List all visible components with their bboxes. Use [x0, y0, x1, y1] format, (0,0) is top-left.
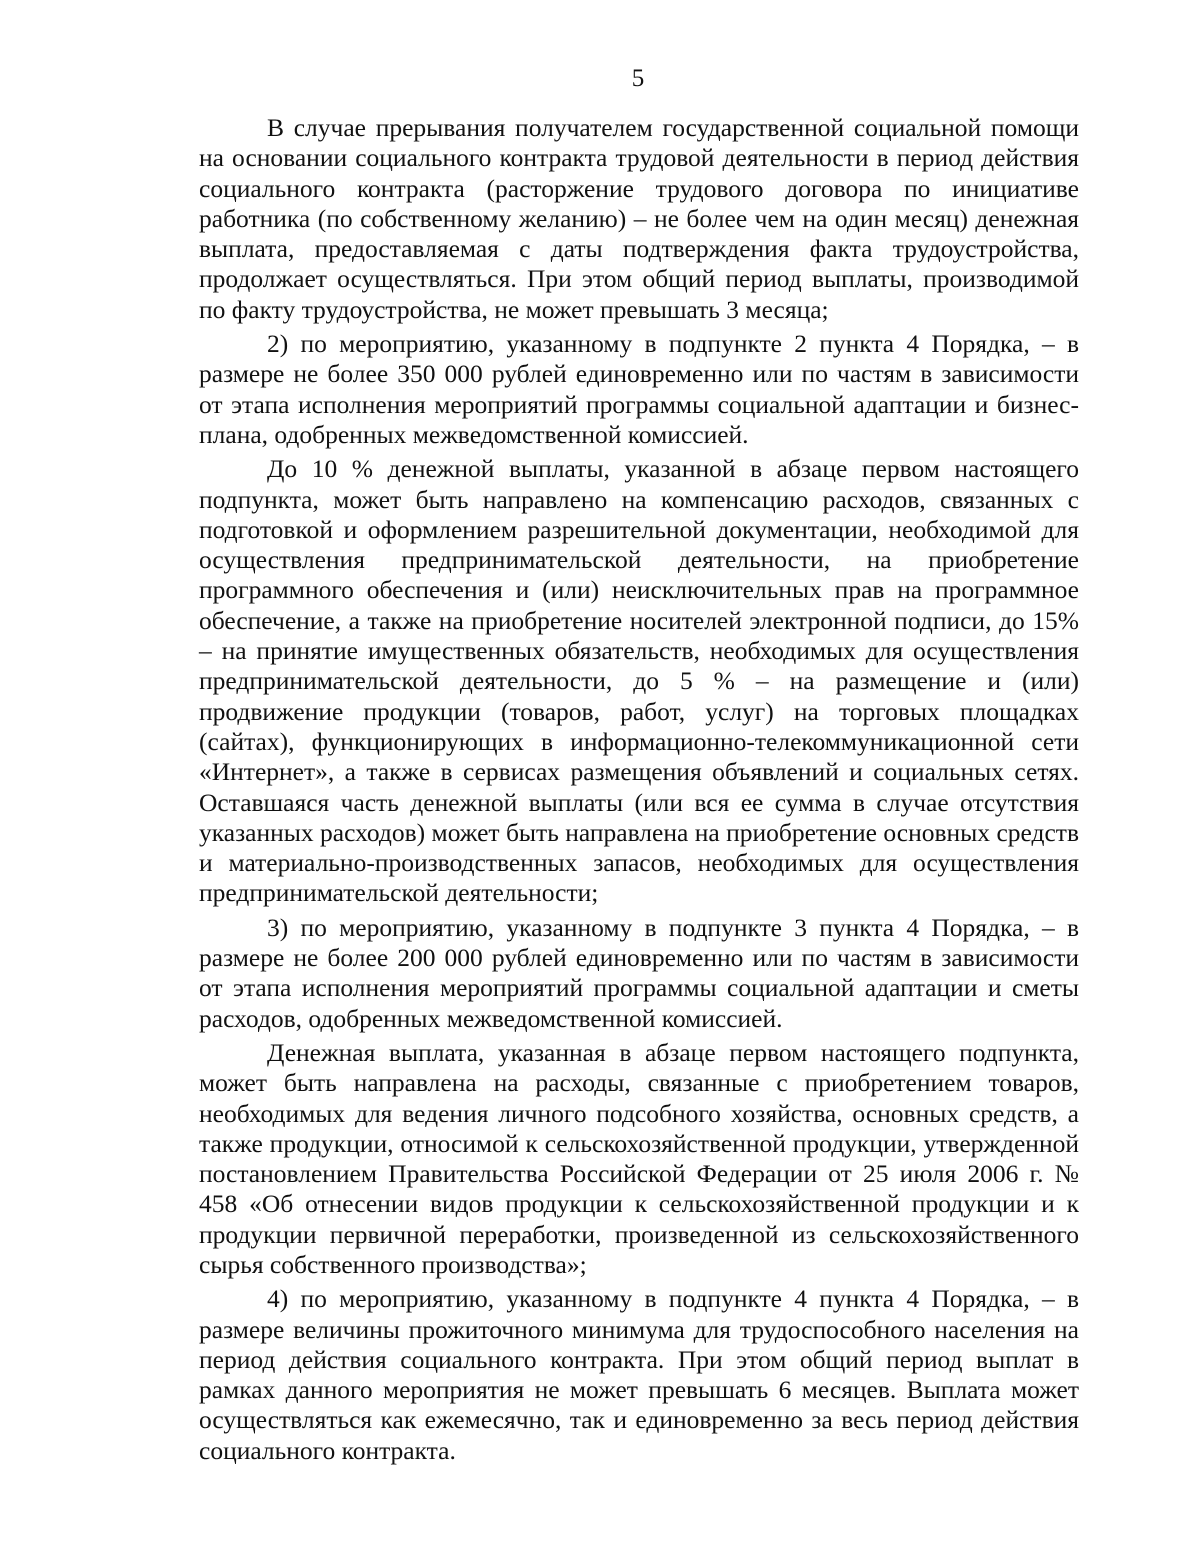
- paragraph-business-expenses: До 10 % денежной выплаты, указанной в абзаце первом настоящего подпункта, может быть направлено на компенсацию расходов, связанных с подготовкой и оформлением разрешительной документации, необходимой для осуществления предпринимательской деятельности, на приобретение программного обеспечения и (или) неисключительных прав на программное обеспечение, а также на приобретение носителей электронной подписи, до 15% – на принятие имущественных обязательств, необходимых для осуществления предпринимательской деятельности, до 5 % – на размещение и (или) продвижение продукции (товаров, работ, услуг) на торговых площадках (сайтах), функционирующих в информационно-телекоммуникационной сети «Интернет», а также в сервисах размещения объявлений и социальных сетях. Оставшаяся часть денежной выплаты (или вся ее сумма в случае отсутствия указанных расходов) может быть направлена на приобретение основных средств и материально-производственных запасов, необходимых для осуществления предпринимательской деятельности;: [199, 454, 1079, 908]
- paragraph-item-2-business: 2) по мероприятию, указанному в подпункте 2 пункта 4 Порядка, – в размере не более 350 000 рублей единовременно или по частям в зависимости от этапа исполнения мероприятий программы социальной адаптации и бизнес-плана, одобренных межведомственной комиссией.: [199, 329, 1079, 449]
- page-number: 5: [631, 65, 645, 92]
- paragraph-item-3-household: 3) по мероприятию, указанному в подпункте 3 пункта 4 Порядка, – в размере не более 200 000 рублей единовременно или по частям в зависимости от этапа исполнения мероприятий программы социальной адаптации и сметы расходов, одобренных межведомственной комиссией.: [199, 912, 1079, 1033]
- document-body: [199, 113, 1079, 1466]
- paragraph-item-4-subsistence: 4) по мероприятию, указанному в подпункте 4 пункта 4 Порядка, – в размере величины прожиточного минимума для трудоспособного населения на период действия социального контракта. При этом общий период выплат в рамках данного мероприятия не может превышать 6 месяцев. Выплата может осуществляться как ежемесячно, так и единовременно за весь период действия социального контракта.: [199, 1284, 1079, 1465]
- paragraph-employment-interruption: В случае прерывания получателем государственной социальной помощи на основании социального контракта трудовой деятельности в период действия социального контракта (расторжение трудового договора по инициативе работника (по собственному желанию) – не более чем на один месяц) денежная выплата, предоставляемая с даты подтверждения факта трудоустройства, продолжает осуществляться. При этом общий период выплаты, производимой по факту трудоустройства, не может превышать 3 месяца;: [199, 113, 1079, 324]
- paragraph-household-expenses: Денежная выплата, указанная в абзаце первом настоящего подпункта, может быть направлена на расходы, связанные с приобретением товаров, необходимых для ведения личного подсобного хозяйства, основных средств, а также продукции, относимой к сельскохозяйственной продукции, утвержденной постановлением Правительства Российской Федерации от 25 июля 2006 г. № 458 «Об отнесении видов продукции к сельскохозяйственной продукции и к продукции первичной переработки, произведенной из сельскохозяйственного сырья собственного производства»;: [199, 1037, 1079, 1279]
